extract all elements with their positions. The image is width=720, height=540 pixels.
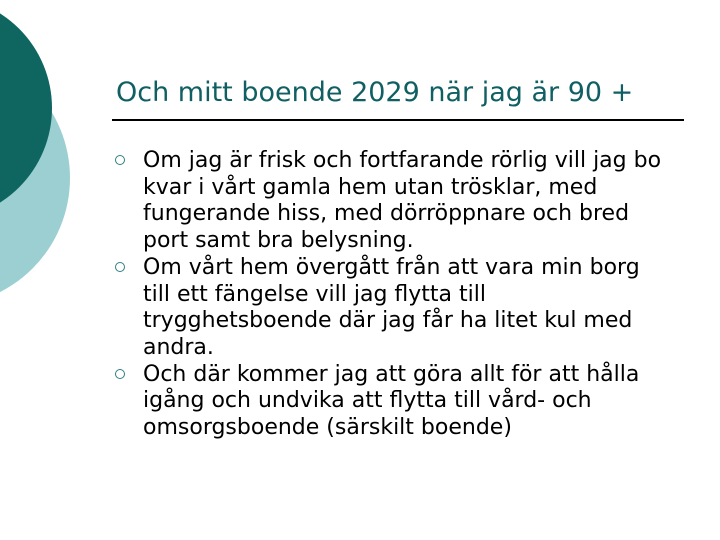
hollow-circle-icon	[115, 155, 125, 165]
slide-title: Och mitt boende 2029 när jag är 90 +	[116, 77, 634, 108]
title-divider	[112, 119, 684, 121]
bullet-text: Om vårt hem övergått från att vara min borg till ett fängelse vill jag flytta till trygghetsboende där jag får ha litet kul med andra.	[143, 254, 640, 360]
bullet-item	[112, 148, 672, 255]
hollow-circle-icon	[115, 369, 125, 379]
bullet-text: Och där kommer jag att göra allt för att hålla igång och undvika att flytta till vård- och omsorgsboende (särskilt boende)	[143, 361, 640, 441]
bullet-item	[112, 255, 672, 362]
bullet-item	[112, 362, 672, 442]
bullet-list	[112, 148, 672, 442]
bullet-text: Om jag är frisk och fortfarande rörlig vill jag bo kvar i vårt gamla hem utan trösklar, med fungerande hiss, med dörröppnare och bred port samt bra belysning.	[143, 148, 662, 254]
decorative-circles	[0, 0, 80, 300]
hollow-circle-icon	[115, 262, 125, 272]
